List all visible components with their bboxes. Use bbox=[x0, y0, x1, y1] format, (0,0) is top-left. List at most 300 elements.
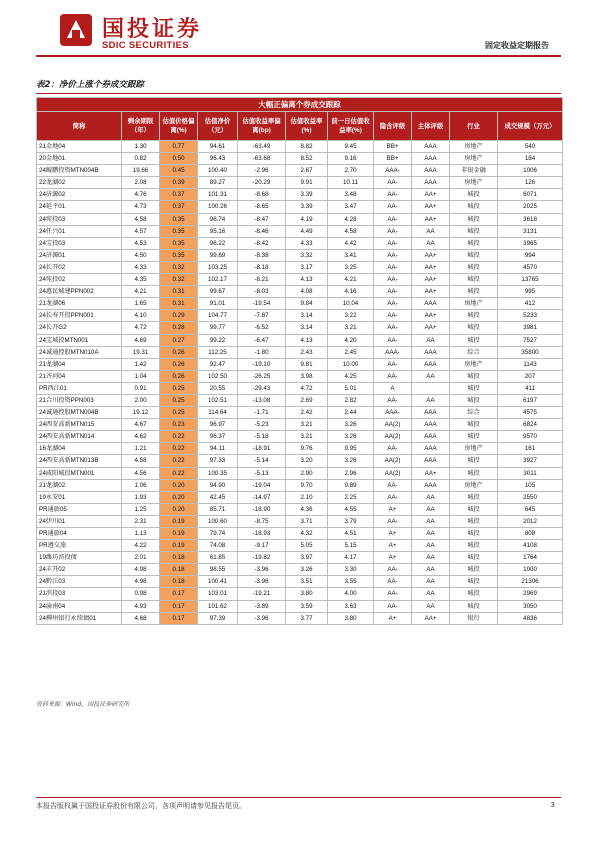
table-cell: 3.97 bbox=[286, 552, 328, 564]
bond-name-cell: 24长开G2 bbox=[37, 322, 122, 334]
table-cell: 城投 bbox=[450, 552, 498, 564]
table-cell: 99.67 bbox=[198, 286, 238, 298]
table-cell: 99.69 bbox=[198, 249, 238, 261]
table-cell: 0.50 bbox=[160, 153, 198, 165]
table-cell: -63.68 bbox=[238, 153, 286, 165]
table-cell: -9.17 bbox=[238, 540, 286, 552]
table-cell: 1.65 bbox=[122, 298, 160, 310]
table-cell: 0.22 bbox=[160, 431, 198, 443]
table-row bbox=[37, 346, 563, 358]
table-cell: AA(2) bbox=[374, 431, 412, 443]
table-row bbox=[37, 552, 563, 564]
table-cell: -18.91 bbox=[238, 443, 286, 455]
table-cell: 0.20 bbox=[160, 491, 198, 503]
table-cell: 0.19 bbox=[160, 528, 198, 540]
table-cell: -7.87 bbox=[238, 310, 286, 322]
table-cell: 城投 bbox=[450, 588, 498, 600]
table-cell: AA bbox=[412, 564, 450, 576]
table-cell: 4.13 bbox=[286, 274, 328, 286]
table-cell: 0.23 bbox=[160, 419, 198, 431]
table-cell: 994 bbox=[498, 249, 563, 261]
table-cell: 3.22 bbox=[328, 310, 374, 322]
table-cell: AA+ bbox=[412, 213, 450, 225]
table-cell: AA- bbox=[374, 358, 412, 370]
table-cell: AA- bbox=[374, 225, 412, 237]
table-cell: 城投 bbox=[450, 467, 498, 479]
table-cell: 4.19 bbox=[286, 213, 328, 225]
table-cell: 74.08 bbox=[198, 540, 238, 552]
table-cell: AA+ bbox=[412, 286, 450, 298]
table-cell: 96.22 bbox=[198, 237, 238, 249]
bond-name-cell: 24诚通控股MTN004B bbox=[37, 407, 122, 419]
table-cell: 105 bbox=[498, 479, 563, 491]
table-cell: 1.30 bbox=[122, 141, 160, 153]
table-cell: -1.80 bbox=[238, 346, 286, 358]
table-cell: 101.62 bbox=[198, 600, 238, 612]
bond-name-cell: 21滨投03 bbox=[37, 588, 122, 600]
table-row bbox=[37, 600, 563, 612]
table-cell: 城投 bbox=[450, 261, 498, 273]
table-cell: 城投 bbox=[450, 503, 498, 515]
table-cell: 0.82 bbox=[122, 153, 160, 165]
bond-name-cell: 22龙湖02 bbox=[37, 177, 122, 189]
bond-name-cell: 24任兴01 bbox=[37, 225, 122, 237]
table-cell: AA bbox=[412, 515, 450, 527]
table-cell: 2.00 bbox=[122, 394, 160, 406]
table-cell: AA- bbox=[374, 201, 412, 213]
table-cell: 126 bbox=[498, 177, 563, 189]
bond-name-cell: PR通旅05 bbox=[37, 503, 122, 515]
table-cell: 城投 bbox=[450, 249, 498, 261]
table-cell: AA bbox=[412, 528, 450, 540]
table-cell: 城投 bbox=[450, 334, 498, 346]
footer-divider bbox=[36, 797, 561, 798]
table-cell: 98.55 bbox=[198, 564, 238, 576]
table-cell: 184 bbox=[498, 153, 563, 165]
table-cell: 101.31 bbox=[198, 189, 238, 201]
bond-name-cell: 24西安高新MTN014 bbox=[37, 431, 122, 443]
table-cell: BB+ bbox=[374, 141, 412, 153]
table-cell: 城投 bbox=[450, 528, 498, 540]
table-row bbox=[37, 479, 563, 491]
table-cell: 城投 bbox=[450, 394, 498, 406]
table-cell: 5.01 bbox=[328, 382, 374, 394]
table-cell: 0.91 bbox=[122, 382, 160, 394]
table-cell: -3.96 bbox=[238, 564, 286, 576]
table-cell: 3.14 bbox=[286, 310, 328, 322]
table-cell: -63.49 bbox=[238, 141, 286, 153]
table-cell: AA+ bbox=[412, 274, 450, 286]
table-cell: 4.62 bbox=[122, 431, 160, 443]
table-cell: AA bbox=[412, 491, 450, 503]
table-cell: AA bbox=[412, 552, 450, 564]
table-cell: 89.27 bbox=[198, 177, 238, 189]
table-cell: 97.39 bbox=[198, 612, 238, 624]
bond-name-cell: 24宛投03 bbox=[37, 213, 122, 225]
column-header: 剩余期限（年） bbox=[122, 112, 160, 141]
table-cell: 100.41 bbox=[198, 576, 238, 588]
table-cell: -2.96 bbox=[238, 165, 286, 177]
table-cell: 6824 bbox=[498, 419, 563, 431]
table-cell: 0.26 bbox=[160, 370, 198, 382]
table-cell: 1.04 bbox=[122, 370, 160, 382]
table-cell: 城投 bbox=[450, 455, 498, 467]
table-cell: 4575 bbox=[498, 407, 563, 419]
table-cell: -8.42 bbox=[238, 237, 286, 249]
column-header: 估值价格偏离(%) bbox=[160, 112, 198, 141]
logo-chinese-name: 国投证券 bbox=[102, 17, 203, 42]
table-cell: 10.04 bbox=[328, 298, 374, 310]
table-cell: 3.21 bbox=[328, 322, 374, 334]
bond-name-cell: 24丰开02 bbox=[37, 564, 122, 576]
table-cell: 0.77 bbox=[160, 141, 198, 153]
table-cell: -8.68 bbox=[238, 189, 286, 201]
table-cell: 100.26 bbox=[198, 201, 238, 213]
table-cell: 96.97 bbox=[198, 419, 238, 431]
table-column-header-row bbox=[37, 112, 563, 141]
table-cell: AAA bbox=[412, 431, 450, 443]
table-cell: 3.26 bbox=[328, 419, 374, 431]
table-cell: 3.55 bbox=[328, 576, 374, 588]
table-cell: AA- bbox=[374, 334, 412, 346]
table-cell: 4.67 bbox=[122, 419, 160, 431]
table-cell: 96.74 bbox=[198, 213, 238, 225]
table-cell: AA- bbox=[374, 370, 412, 382]
table-cell: -8.65 bbox=[238, 201, 286, 213]
table-cell: 4.17 bbox=[328, 552, 374, 564]
table-cell: 99.22 bbox=[198, 334, 238, 346]
table-row bbox=[37, 310, 563, 322]
table-cell: 100.35 bbox=[198, 467, 238, 479]
table-cell: 9.91 bbox=[286, 177, 328, 189]
table-main-heading: 大幅正偏离个券成交跟踪 bbox=[37, 98, 563, 112]
table-cell: 0.25 bbox=[160, 407, 198, 419]
table-cell: 4836 bbox=[498, 612, 563, 624]
table-row bbox=[37, 612, 563, 624]
table-cell: 城投 bbox=[450, 431, 498, 443]
table-cell: 4.10 bbox=[122, 310, 160, 322]
table-cell: -5.18 bbox=[238, 431, 286, 443]
column-header: 主体评级 bbox=[412, 112, 450, 141]
table-cell: 3.80 bbox=[286, 588, 328, 600]
table-cell: 0.35 bbox=[160, 249, 198, 261]
table-cell: 95.16 bbox=[198, 225, 238, 237]
table-cell: -1.71 bbox=[238, 407, 286, 419]
table-row bbox=[37, 407, 563, 419]
column-header: 隐含评级 bbox=[374, 112, 412, 141]
table-title: 表2：净价上涨个券成交跟踪 bbox=[36, 80, 144, 90]
table-cell: 21306 bbox=[498, 576, 563, 588]
bond-name-cell: 16龙湖04 bbox=[37, 443, 122, 455]
bond-name-cell: 24长寿开投PPN001 bbox=[37, 310, 122, 322]
column-header: 估值收益率偏离(bp) bbox=[238, 112, 286, 141]
table-cell: -18.90 bbox=[238, 503, 286, 515]
table-cell: 4.00 bbox=[328, 588, 374, 600]
bond-name-cell: 19潍坊滨投债 bbox=[37, 552, 122, 564]
table-cell: 0.31 bbox=[160, 286, 198, 298]
table-cell: 3.21 bbox=[286, 419, 328, 431]
table-cell: 1.42 bbox=[122, 358, 160, 370]
table-cell: 100.40 bbox=[198, 165, 238, 177]
table-cell: 9.84 bbox=[286, 298, 328, 310]
table-cell: 540 bbox=[498, 141, 563, 153]
table-cell: A+ bbox=[374, 540, 412, 552]
table-cell: A+ bbox=[374, 612, 412, 624]
table-cell: -8.46 bbox=[238, 225, 286, 237]
table-row bbox=[37, 298, 563, 310]
table-row bbox=[37, 491, 563, 503]
table-cell: 92.47 bbox=[198, 358, 238, 370]
table-cell: 10.11 bbox=[328, 177, 374, 189]
table-cell: AAA- bbox=[374, 346, 412, 358]
table-cell: 3.25 bbox=[328, 261, 374, 273]
table-cell: 3.48 bbox=[328, 189, 374, 201]
table-cell: 3.26 bbox=[286, 564, 328, 576]
bond-name-cell: 24惠民城建PPN002 bbox=[37, 286, 122, 298]
table-cell: 0.17 bbox=[160, 600, 198, 612]
table-row bbox=[37, 213, 563, 225]
table-cell: 9.95 bbox=[328, 443, 374, 455]
title-divider bbox=[36, 93, 561, 94]
table-cell: AA- bbox=[374, 298, 412, 310]
table-cell: AA+ bbox=[412, 249, 450, 261]
bond-name-cell: 24咸阳城投MTN001 bbox=[37, 467, 122, 479]
table-cell: -14.97 bbox=[238, 491, 286, 503]
table-row bbox=[37, 322, 563, 334]
table-row bbox=[37, 528, 563, 540]
table-cell: 4.49 bbox=[286, 225, 328, 237]
table-row bbox=[37, 237, 563, 249]
table-cell: AA- bbox=[374, 394, 412, 406]
table-cell: 645 bbox=[498, 503, 563, 515]
table-row bbox=[37, 382, 563, 394]
table-cell: 3011 bbox=[498, 467, 563, 479]
table-cell: AA bbox=[412, 600, 450, 612]
table-cell: 2.08 bbox=[122, 177, 160, 189]
table-row bbox=[37, 419, 563, 431]
table-cell: 9.16 bbox=[328, 153, 374, 165]
table-cell: 4108 bbox=[498, 540, 563, 552]
table-cell: -20.29 bbox=[238, 177, 286, 189]
table-cell: 3.30 bbox=[328, 564, 374, 576]
table-row bbox=[37, 358, 563, 370]
table-cell: 20.55 bbox=[198, 382, 238, 394]
table-cell: 1.93 bbox=[122, 491, 160, 503]
table-cell: 0.17 bbox=[160, 612, 198, 624]
bond-name-cell: 24宛投02 bbox=[37, 274, 122, 286]
table-cell: 0.98 bbox=[122, 588, 160, 600]
table-cell: 102.50 bbox=[198, 370, 238, 382]
table-cell: -8.75 bbox=[238, 515, 286, 527]
table-cell: 3.26 bbox=[328, 431, 374, 443]
table-cell: AA- bbox=[374, 322, 412, 334]
table-cell: 城投 bbox=[450, 189, 498, 201]
table-cell: 4.98 bbox=[122, 576, 160, 588]
table-cell: 3.71 bbox=[286, 515, 328, 527]
table-cell: 2.42 bbox=[286, 407, 328, 419]
table-cell: AA- bbox=[374, 443, 412, 455]
table-cell: 0.26 bbox=[160, 358, 198, 370]
table-cell: 2.43 bbox=[286, 346, 328, 358]
table-cell: 4.73 bbox=[122, 201, 160, 213]
table-cell: 411 bbox=[498, 382, 563, 394]
bond-name-cell: 21龙湖04 bbox=[37, 358, 122, 370]
table-cell: 3.26 bbox=[328, 455, 374, 467]
table-cell: 0.35 bbox=[160, 213, 198, 225]
table-cell: 3131 bbox=[498, 225, 563, 237]
table-cell: AA- bbox=[374, 261, 412, 273]
column-header: 成交规模（万元） bbox=[498, 112, 563, 141]
table-cell: 4.72 bbox=[122, 322, 160, 334]
table-cell: 4.21 bbox=[328, 274, 374, 286]
table-cell: 6197 bbox=[498, 394, 563, 406]
table-cell: 9.70 bbox=[286, 479, 328, 491]
table-cell: 城投 bbox=[450, 322, 498, 334]
table-cell: AAA bbox=[412, 358, 450, 370]
table-cell: 94.90 bbox=[198, 479, 238, 491]
table-cell: -5.14 bbox=[238, 455, 286, 467]
table-cell: 161 bbox=[498, 443, 563, 455]
table-cell: 4.25 bbox=[328, 370, 374, 382]
bond-name-cell: 24柳州银行永续债01 bbox=[37, 612, 122, 624]
table-cell: 85.71 bbox=[198, 503, 238, 515]
table-cell: -8.03 bbox=[238, 286, 286, 298]
table-cell: 4.21 bbox=[122, 286, 160, 298]
company-logo bbox=[58, 10, 208, 54]
table-cell: 城投 bbox=[450, 370, 498, 382]
bond-name-cell: PR通旅04 bbox=[37, 528, 122, 540]
table-cell: 4.50 bbox=[122, 249, 160, 261]
table-cell: 94.61 bbox=[198, 141, 238, 153]
table-cell: -8.47 bbox=[238, 213, 286, 225]
bond-name-cell: 24伊川01 bbox=[37, 515, 122, 527]
table-cell: AAA bbox=[412, 165, 450, 177]
bond-name-cell: 24济源02 bbox=[37, 189, 122, 201]
table-row bbox=[37, 467, 563, 479]
table-cell: AA- bbox=[374, 249, 412, 261]
table-cell: 112.25 bbox=[198, 346, 238, 358]
table-cell: 103.25 bbox=[198, 261, 238, 273]
table-cell: AAA bbox=[412, 419, 450, 431]
table-cell: AA+ bbox=[412, 612, 450, 624]
table-cell: 4.58 bbox=[328, 225, 374, 237]
table-cell: 2.90 bbox=[286, 467, 328, 479]
table-cell: 2.70 bbox=[328, 165, 374, 177]
table-cell: 2025 bbox=[498, 201, 563, 213]
table-cell: 0.20 bbox=[160, 479, 198, 491]
table-cell: 1006 bbox=[498, 165, 563, 177]
header-divider bbox=[36, 55, 561, 57]
table-cell: 房地产 bbox=[450, 443, 498, 455]
table-cell: 3.80 bbox=[328, 612, 374, 624]
table-cell: 100.60 bbox=[198, 515, 238, 527]
table-cell: AA- bbox=[374, 310, 412, 322]
column-header: 前一日估值收益率(%) bbox=[328, 112, 374, 141]
table-cell: 房地产 bbox=[450, 141, 498, 153]
table-cell: 4.58 bbox=[122, 213, 160, 225]
table-cell: 房地产 bbox=[450, 358, 498, 370]
table-cell: AA- bbox=[374, 600, 412, 612]
table-row bbox=[37, 141, 563, 153]
table-cell: AA- bbox=[374, 564, 412, 576]
table-cell: 42.45 bbox=[198, 491, 238, 503]
table-cell: 102.17 bbox=[198, 274, 238, 286]
table-cell: -19.04 bbox=[238, 479, 286, 491]
table-cell: 0.37 bbox=[160, 189, 198, 201]
column-header: 简称 bbox=[37, 112, 122, 141]
table-row bbox=[37, 515, 563, 527]
table-cell: AA- bbox=[374, 286, 412, 298]
table-cell: 0.22 bbox=[160, 455, 198, 467]
table-cell: 4.13 bbox=[286, 334, 328, 346]
table-cell: AA- bbox=[374, 491, 412, 503]
table-cell: 0.22 bbox=[160, 467, 198, 479]
table-cell: A+ bbox=[374, 552, 412, 564]
bond-name-cell: PR遵交旅 bbox=[37, 540, 122, 552]
table-cell: 4.33 bbox=[122, 261, 160, 273]
footer-disclaimer: 本报告版权属于国投证券股份有限公司，各项声明请参见报告尾页。 bbox=[36, 802, 246, 810]
table-cell: -26.25 bbox=[238, 370, 286, 382]
table-cell: -13.08 bbox=[238, 394, 286, 406]
table-cell: 综合 bbox=[450, 407, 498, 419]
table-cell: 城投 bbox=[450, 564, 498, 576]
logo-english-name: SDIC SECURITIES bbox=[102, 40, 189, 51]
table-cell: 4.36 bbox=[286, 503, 328, 515]
table-cell: 808 bbox=[498, 528, 563, 540]
source-note: 资料来源：Wind，国投证券研究所 bbox=[36, 701, 130, 708]
table-cell: 4.51 bbox=[328, 528, 374, 540]
table-cell: 4.22 bbox=[122, 540, 160, 552]
table-cell: 银行 bbox=[450, 612, 498, 624]
table-row bbox=[37, 443, 563, 455]
table-cell: 0.29 bbox=[160, 310, 198, 322]
table-cell: -8.21 bbox=[238, 274, 286, 286]
table-cell: 2969 bbox=[498, 588, 563, 600]
table-cell: -3.96 bbox=[238, 612, 286, 624]
table-row bbox=[37, 576, 563, 588]
table-row bbox=[37, 201, 563, 213]
table-cell: 2.31 bbox=[122, 515, 160, 527]
table-cell: 0.35 bbox=[160, 225, 198, 237]
table-cell: AAA bbox=[412, 479, 450, 491]
table-cell: AAA bbox=[412, 455, 450, 467]
table-cell: A+ bbox=[374, 503, 412, 515]
table-cell: 1000 bbox=[498, 564, 563, 576]
table-cell: 35800 bbox=[498, 346, 563, 358]
table-cell: AA bbox=[412, 225, 450, 237]
table-cell: 4.56 bbox=[122, 467, 160, 479]
table-row bbox=[37, 503, 563, 515]
bond-name-cell: 21龙湖02 bbox=[37, 479, 122, 491]
table-cell: AA- bbox=[374, 274, 412, 286]
table-cell: 13765 bbox=[498, 274, 563, 286]
table-cell: AA+ bbox=[412, 322, 450, 334]
table-cell: AAA bbox=[412, 141, 450, 153]
table-cell: 19.31 bbox=[122, 346, 160, 358]
table-cell: 房地产 bbox=[450, 479, 498, 491]
table-cell: AAA- bbox=[374, 407, 412, 419]
table-cell: AAA- bbox=[374, 165, 412, 177]
table-cell: 城投 bbox=[450, 237, 498, 249]
table-cell: 综合 bbox=[450, 346, 498, 358]
table-cell: AA bbox=[412, 334, 450, 346]
table-cell: AAA bbox=[412, 177, 450, 189]
table-cell: AAA bbox=[412, 407, 450, 419]
table-cell: 0.37 bbox=[160, 201, 198, 213]
table-cell: 4.28 bbox=[328, 213, 374, 225]
table-cell: AA+ bbox=[412, 261, 450, 273]
table-cell: 0.31 bbox=[160, 298, 198, 310]
